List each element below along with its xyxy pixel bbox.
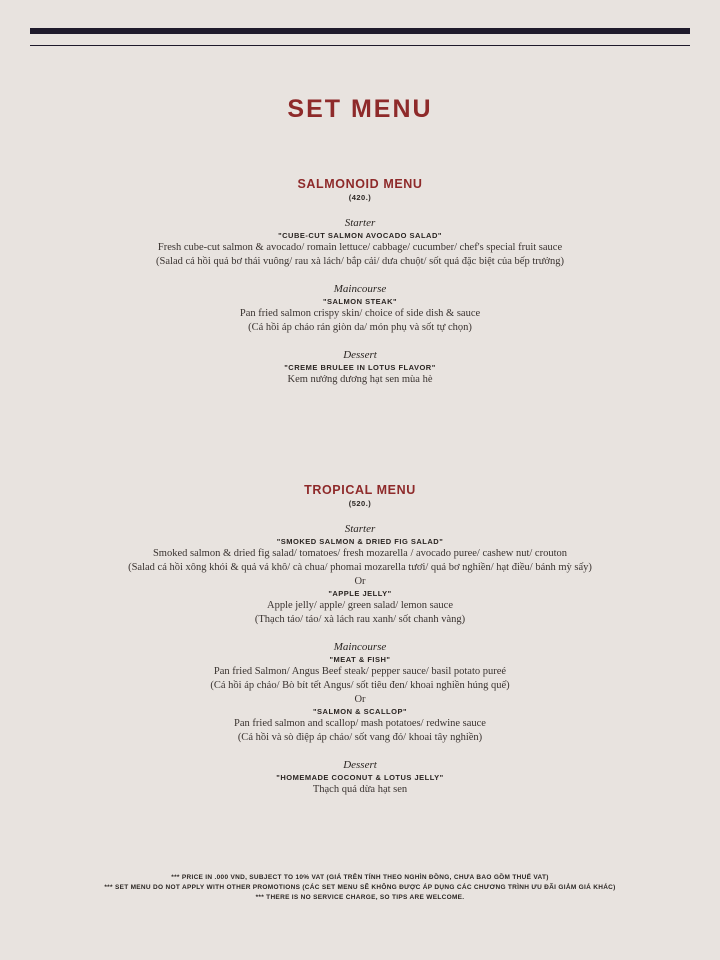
dish-name: "SALMON & SCALLOP": [312, 707, 408, 716]
top-divider-thick: [30, 28, 690, 34]
course-label-dessert: Dessert: [343, 349, 377, 361]
footer-note-service: *** THERE IS NO SERVICE CHARGE, SO TIPS ARE WELCOME.: [255, 894, 465, 901]
dish-description-vi: (Cá hồi áp chảo rán giòn da/ món phụ và sốt tự chọn): [248, 322, 472, 333]
menu-title: TROPICAL MENU: [304, 483, 416, 497]
menu-price: (420.): [348, 193, 372, 202]
course-label-starter: Starter: [344, 217, 376, 229]
dish-name: "CUBE-CUT SALMON AVOCADO SALAD": [278, 231, 442, 240]
footer-notes: [0, 873, 720, 903]
course-label-maincourse: Maincourse: [333, 283, 387, 295]
dish-name: "CREME BRULEE IN LOTUS FLAVOR": [284, 363, 436, 372]
course-label-dessert: Dessert: [343, 759, 377, 771]
dish-description-vi: (Salad cá hồi xông khói & quả vả khô/ cà chua/ phomai mozarella tươi/ quả bơ nghiền/ hạt điều/ bánh mỳ sấy): [128, 562, 592, 573]
dish-description-vi: (Cá hồi áp chảo/ Bò bít tết Angus/ sốt tiêu đen/ khoai nghiền húng quế): [210, 680, 510, 691]
course-label-maincourse: Maincourse: [333, 641, 387, 653]
or-separator: Or: [354, 694, 366, 705]
dish-name: "APPLE JELLY": [328, 589, 392, 598]
dish-description-vi: Thạch quả dừa hạt sen: [312, 784, 408, 795]
or-separator: Or: [354, 576, 366, 587]
dish-name: "HOMEMADE COCONUT & LOTUS JELLY": [276, 773, 444, 782]
dish-name: "SMOKED SALMON & DRIED FIG SALAD": [276, 537, 444, 546]
dish-description-vi: Kem nướng dương hạt sen mùa hè: [287, 374, 433, 385]
dish-description-vi: (Cá hồi và sò điệp áp chảo/ sốt vang đỏ/ khoai tây nghiền): [237, 732, 483, 743]
dish-description-en: Pan fried salmon and scallop/ mash potatoes/ redwine sauce: [234, 718, 486, 729]
dish-description-en: Apple jelly/ apple/ green salad/ lemon sauce: [266, 600, 454, 611]
dish-name: "SALMON STEAK": [322, 297, 398, 306]
salmonoid-menu-section: [0, 177, 720, 387]
menu-price: (520.): [348, 499, 372, 508]
dish-description-vi: (Salad cá hồi quả bơ thái vuông/ rau xà lách/ bắp cải/ dưa chuột/ sốt quả đặc biệt của bếp trưởng): [156, 256, 564, 267]
menu-title: SALMONOID MENU: [297, 177, 423, 191]
dish-description-en: Smoked salmon & dried fig salad/ tomatoes/ fresh mozarella / avocado puree/ cashew nut/ crouton: [152, 548, 568, 559]
dish-description-en: Pan fried salmon crispy skin/ choice of side dish & sauce: [239, 308, 481, 319]
dish-name: "MEAT & FISH": [329, 655, 391, 664]
dish-description-vi: (Thạch táo/ táo/ xà lách rau xanh/ sốt chanh vàng): [254, 614, 466, 625]
top-divider-thin: [30, 45, 690, 46]
course-label-starter: Starter: [344, 523, 376, 535]
dish-description-en: Pan fried Salmon/ Angus Beef steak/ pepper sauce/ basil potato pureé: [213, 666, 507, 677]
footer-note-promotions: *** SET MENU DO NOT APPLY WITH OTHER PROMOTIONS (CÁC SET MENU SẼ KHÔNG ĐƯỢC ÁP DỤNG CÁC CHƯƠNG TRÌNH ƯU ĐÃI GIẢM GIÁ KHÁC): [104, 884, 616, 891]
dish-description-en: Fresh cube-cut salmon & avocado/ romain lettuce/ cabbage/ cucumber/ chef's special fruit sauce: [157, 242, 563, 253]
footer-note-price: *** PRICE IN .000 VND, SUBJECT TO 10% VAT (GIÁ TRÊN TÍNH THEO NGHÌN ĐỒNG, CHƯA BAO GỒM THUẾ VAT): [171, 874, 549, 881]
tropical-menu-section: [0, 483, 720, 797]
page-title: SET MENU: [287, 95, 433, 123]
